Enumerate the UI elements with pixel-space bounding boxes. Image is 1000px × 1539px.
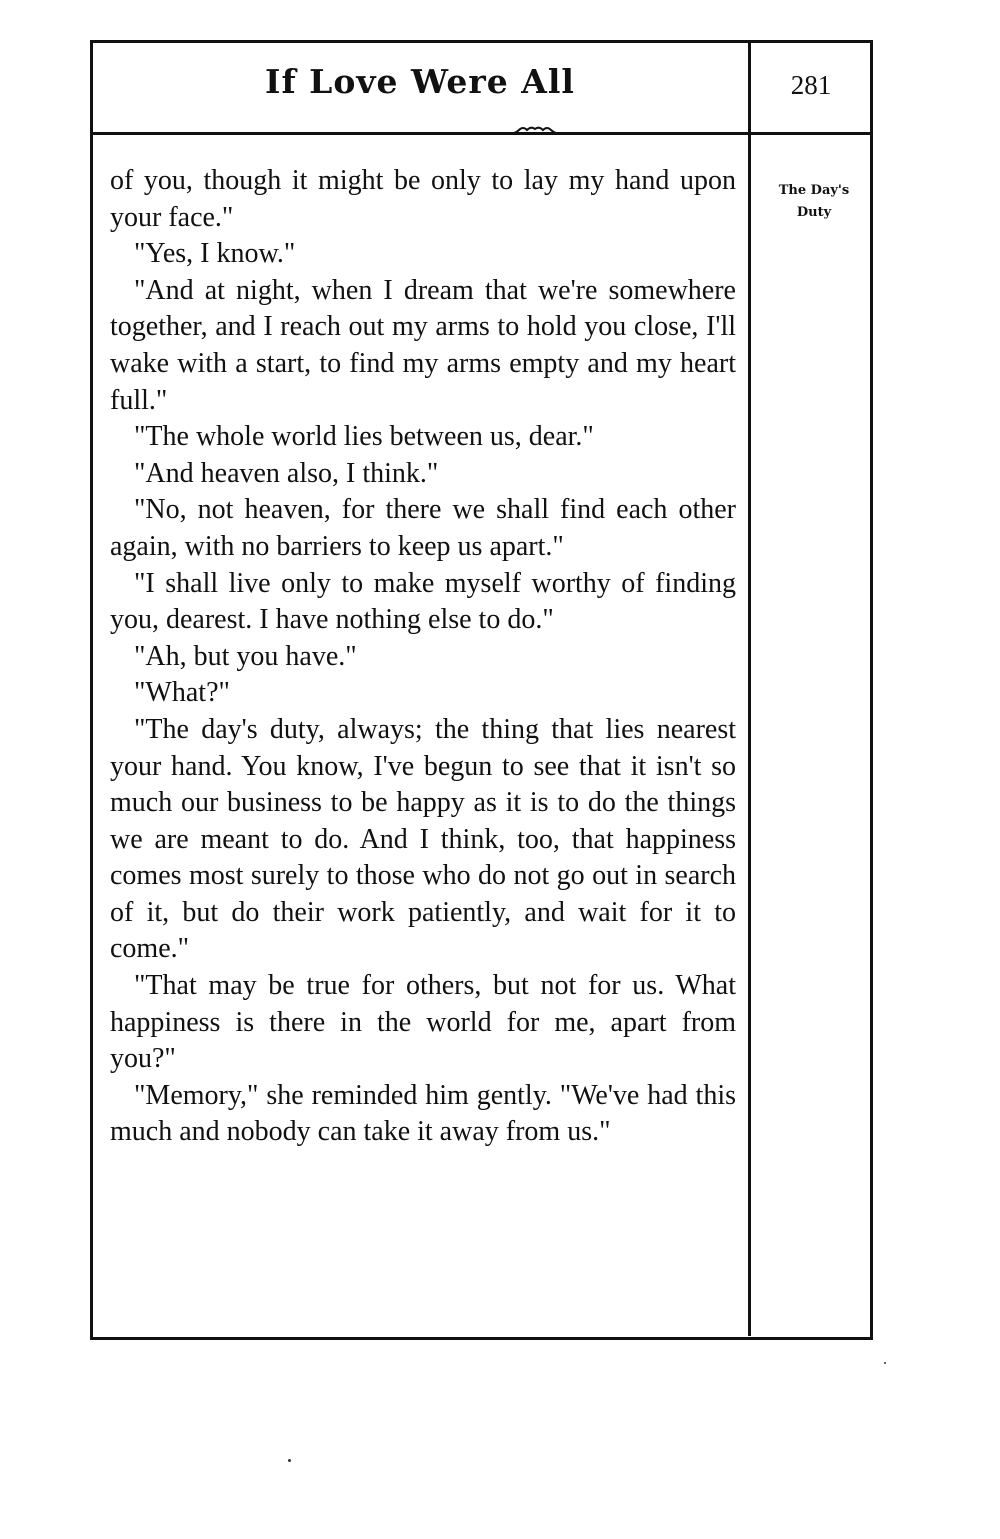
paragraph: "The whole world lies between us, dear.": [134, 421, 594, 453]
paragraph: "That may be true for others, but not for us. What happiness is there in the world for me, apart from you?": [110, 970, 736, 1075]
body-text: [110, 163, 736, 1151]
margin-note: [755, 180, 873, 224]
paragraph: "What?": [134, 677, 230, 709]
paragraph: of you, though it might be only to lay my hand upon your face.": [110, 165, 736, 233]
page-number: 281: [790, 70, 832, 100]
margin-note-line-1: The Day's: [778, 183, 850, 198]
header-rule: [90, 132, 873, 135]
paragraph: "Yes, I know.": [134, 238, 296, 270]
margin-divider: [748, 40, 751, 1336]
ornament-icon: [505, 124, 565, 136]
margin-note-line-2: Duty: [796, 205, 832, 220]
paragraph: "No, not heaven, for there we shall find each other again, with no barriers to keep us apart.": [110, 494, 736, 562]
print-speck: [288, 1459, 291, 1462]
paragraph: "The day's duty, always; the thing that lies nearest your hand. You know, I've begun to see that it isn't so much our business to be happy as it is to do the things we are meant to do. And I think, too, that happiness comes most surely to those who do not go out in search of it, but do their work patiently, and wait for it to come.": [110, 713, 736, 965]
paragraph: "Ah, but you have.": [134, 640, 357, 672]
paragraph: "I shall live only to make myself worthy of finding you, dearest. I have nothing else to do.": [110, 567, 736, 636]
print-speck: [884, 1362, 886, 1364]
paragraph: "And heaven also, I think.": [134, 457, 439, 489]
paragraph: "Memory," she reminded him gently. "We've had this much and nobody can take it away from us.": [110, 1079, 736, 1148]
running-title: If Love Were All: [265, 62, 575, 101]
paragraph: "And at night, when I dream that we're somewhere together, and I reach out my arms to hold you close, I'll wake with a start, to find my arms empty and my heart full.": [110, 274, 736, 416]
